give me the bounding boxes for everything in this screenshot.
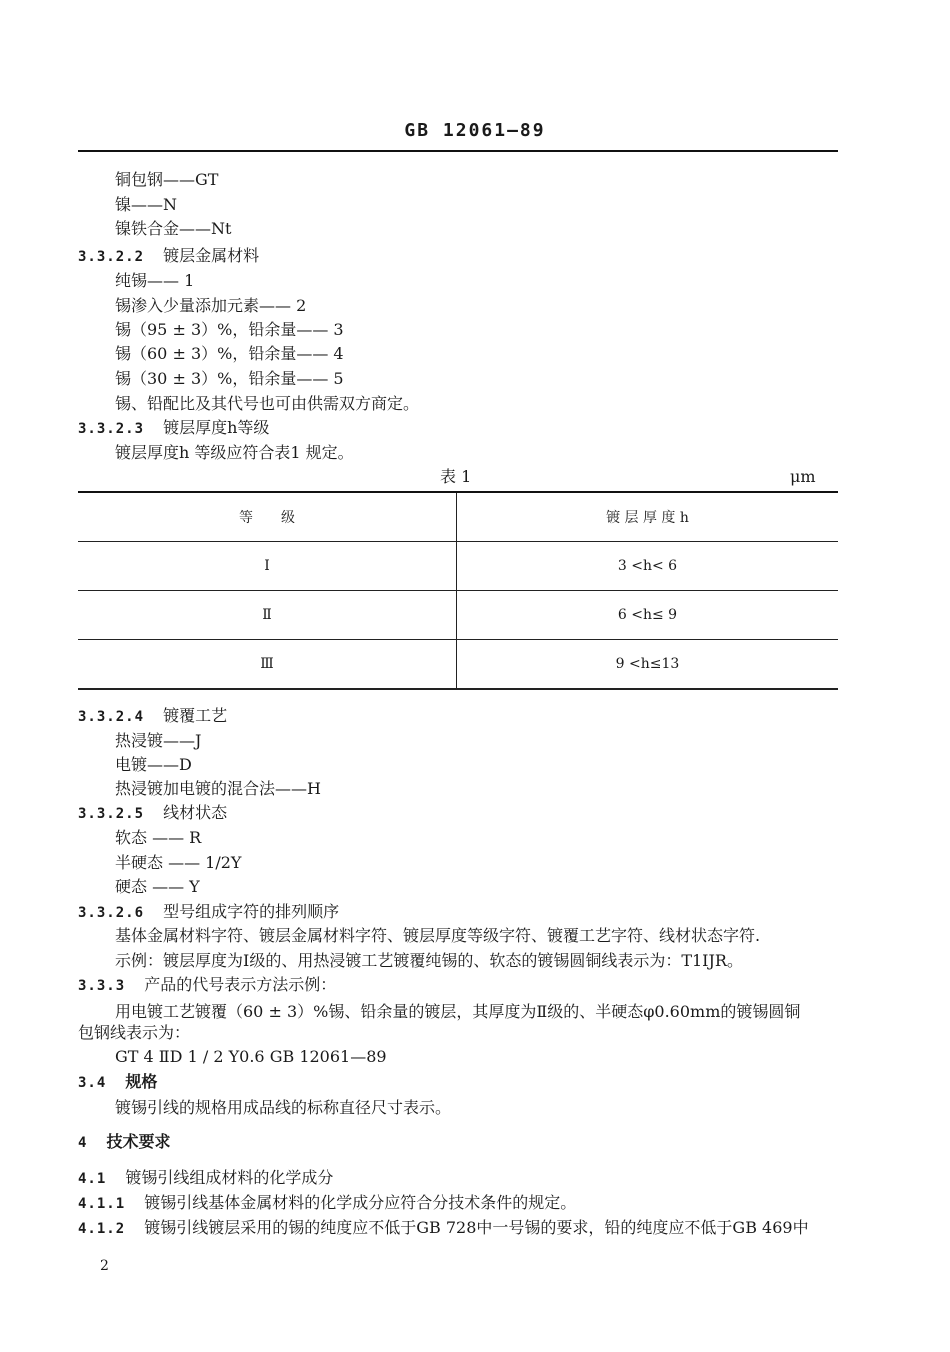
section-4 [78, 1132, 171, 1153]
plating-item-4: 锡（60 ± 3）%，铅余量—— 4 [115, 344, 344, 363]
section-number: 3.3.3 [78, 978, 126, 994]
table-row [78, 542, 838, 591]
section-title: 镀层金属材料 [163, 246, 260, 265]
section-number: 3.3.2.5 [78, 806, 145, 822]
section-number: 4.1.2 [78, 1221, 126, 1237]
section-title: 产品的代号表示方法示例： [144, 975, 337, 994]
header-rule [78, 150, 838, 152]
plating-item-2: 锡渗入少量添加元素—— 2 [115, 296, 307, 315]
line-copper-clad-steel: 铜包钢——GT [115, 170, 219, 189]
order-example: 示例：镀层厚度为Ⅰ级的、用热浸镀工艺镀覆纯锡的、软态的镀锡圆铜线表示为：T1IJR。 [115, 951, 743, 970]
section-412 [78, 1218, 809, 1239]
section-number: 3.3.2.2 [78, 249, 145, 265]
section-number: 3.3.2.3 [78, 421, 145, 437]
section-title: 技术要求 [106, 1132, 171, 1151]
thickness-table [78, 493, 838, 690]
process-item: 热浸镀——J [115, 731, 202, 750]
state-item: 硬态 —— Y [115, 877, 200, 896]
state-item: 半硬态 —— 1/2Y [115, 853, 242, 872]
section-title: 线材状态 [163, 803, 228, 822]
table-row [78, 591, 838, 640]
section-411 [78, 1193, 576, 1214]
section-number: 4 [78, 1135, 88, 1151]
example-text-line1: 用电镀工艺镀覆（60 ± 3）%锡、铅余量的镀层，其厚度为Ⅱ级的、半硬态φ0.60mm的镀锡圆铜 [115, 1002, 801, 1021]
plating-item-5: 锡（30 ± 3）%，铅余量—— 5 [115, 369, 344, 388]
page-number: 2 [100, 1258, 109, 1274]
table-row [78, 640, 838, 690]
spec-text: 镀锡引线的规格用成品线的标称直径尺寸表示。 [115, 1098, 452, 1117]
cell-thickness: 9 <h≤13 [615, 656, 680, 672]
line-nickel-iron: 镍铁合金——Nt [115, 219, 232, 238]
cell-thickness: 6 <h≤ 9 [617, 607, 678, 623]
section-41 [78, 1168, 333, 1189]
cell-grade: Ⅲ [78, 640, 457, 690]
line-nickel: 镍——N [115, 195, 178, 214]
table-unit: μm [790, 467, 816, 486]
plating-item-3: 锡（95 ± 3）%，铅余量—— 3 [115, 320, 344, 339]
section-number: 3.4 [78, 1075, 107, 1091]
section-number: 4.1.1 [78, 1196, 126, 1212]
cell-grade: Ⅰ [78, 542, 457, 591]
section-3323 [78, 418, 269, 439]
cell-grade: Ⅱ [78, 591, 457, 640]
section-number: 3.3.2.6 [78, 905, 145, 921]
section-title: 型号组成字符的排列顺序 [163, 902, 340, 921]
plating-item-1: 纯锡—— 1 [115, 271, 195, 290]
section-333 [78, 975, 336, 996]
table-caption: 表 1 [440, 467, 472, 486]
example-code: GT 4 ⅡD 1 / 2 Y0.6 GB 12061—89 [115, 1047, 387, 1066]
section-title: 镀层厚度h等级 [163, 418, 270, 437]
section-3325 [78, 803, 227, 824]
page-header-title: GB 12061—89 [404, 120, 546, 141]
process-item: 电镀——D [115, 755, 192, 774]
table-header-row [78, 493, 838, 542]
cell-thickness: 3 <h< 6 [617, 558, 678, 574]
section-3322 [78, 246, 259, 267]
thickness-note: 镀层厚度h 等级应符合表1 规定。 [115, 443, 354, 462]
order-description: 基体金属材料字符、镀层金属材料字符、镀层厚度等级字符、镀覆工艺字符、线材状态字符. [115, 926, 761, 945]
section-title: 镀覆工艺 [163, 706, 228, 725]
state-item: 软态 —— R [115, 828, 202, 847]
section-title: 镀锡引线组成材料的化学成分 [125, 1168, 334, 1187]
section-title: 镀锡引线镀层采用的锡的纯度应不低于GB 728中一号锡的要求，铅的纯度应不低于GB 469中 [144, 1218, 809, 1237]
col-header-thickness: 镀 层 厚 度 h [457, 493, 839, 542]
process-item: 热浸镀加电镀的混合法——H [115, 779, 321, 798]
section-number: 3.3.2.4 [78, 709, 145, 725]
example-text-line2: 包钢线表示为： [78, 1023, 191, 1042]
section-title: 镀锡引线基体金属材料的化学成分应符合分技术条件的规定。 [144, 1193, 577, 1212]
section-3324 [78, 706, 227, 727]
plating-note: 锡、铅配比及其代号也可由供需双方商定。 [115, 394, 420, 413]
section-title: 规格 [125, 1072, 158, 1091]
section-number: 4.1 [78, 1171, 107, 1187]
section-34 [78, 1072, 157, 1093]
col-header-grade: 等 级 [78, 493, 457, 542]
section-3326 [78, 902, 339, 923]
